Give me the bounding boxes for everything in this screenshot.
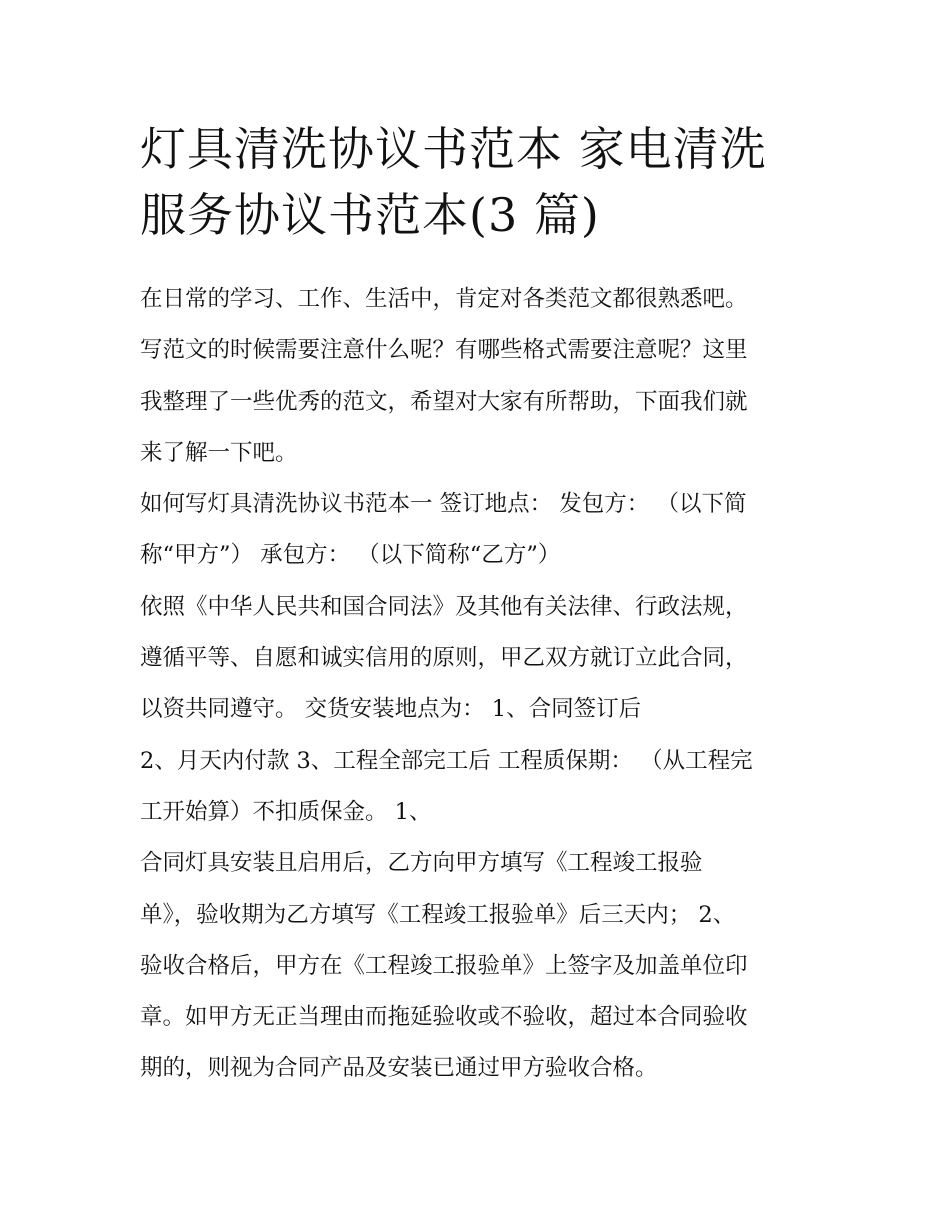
body-line: 期的，则视为合同产品及安装已通过甲方验收合格。 (140, 1055, 658, 1082)
body-line: 验收合格后，甲方在《工程竣工报验单》上签字及加盖单位印 (140, 952, 748, 979)
body-line: 称“甲方”） 承包方： （以下简称“乙方”） (140, 542, 561, 569)
body-line: 单》，验收期为乙方填写《工程竣工报验单》后三天内； 2、 (140, 901, 736, 928)
body-line: 写范文的时候需要注意什么呢？有哪些格式需要注意呢？这里 (140, 337, 748, 364)
document-body (140, 274, 830, 1095)
body-line: 章。如甲方无正当理由而拖延验收或不验收，超过本合同验收 (140, 1004, 748, 1031)
body-line: 遵循平等、自愿和诚实信用的原则，甲乙双方就订立此合同， (140, 645, 748, 672)
body-line: 来了解一下吧。 (140, 439, 298, 466)
body-line: 如何写灯具清洗协议书范本一 签订地点： 发包方： （以下简 (140, 491, 747, 518)
body-line: 合同灯具安装且启用后，乙方向甲方填写《工程竣工报验 (140, 850, 703, 877)
body-line: 我整理了一些优秀的范文，希望对大家有所帮助，下面我们就 (140, 388, 748, 415)
body-line: 在日常的学习、工作、生活中，肯定对各类范文都很熟悉吧。 (140, 286, 748, 312)
document-title (140, 116, 840, 248)
title-line: 灯具清洗协议书范本 家电清洗 (140, 122, 767, 176)
body-line: 依照《中华人民共和国合同法》及其他有关法律、行政法规， (140, 593, 748, 620)
title-line: 服务协议书范本(3 篇) (140, 188, 600, 242)
body-line: 以资共同遵守。 交货安装地点为： 1、合同签订后 (140, 696, 642, 723)
body-line: 工开始算）不扣质保金。 1、 (140, 798, 432, 825)
body-line: 2、月天内付款 3、工程全部完工后 工程质保期： （从工程完 (140, 747, 753, 774)
